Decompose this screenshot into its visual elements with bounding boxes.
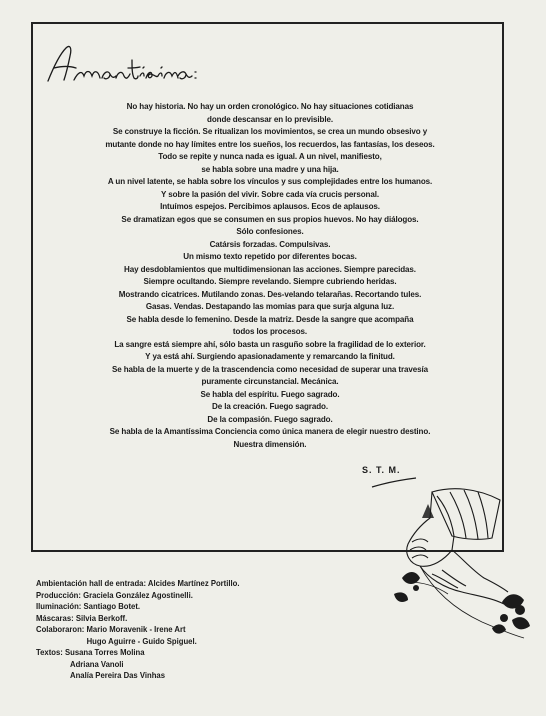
credit-value: Hugo Aguirre - Guido Spiguel. — [86, 635, 197, 646]
poem-line: De la creación. Fuego sagrado. — [212, 401, 328, 411]
credit-row — [36, 613, 240, 625]
poem-line: Un mismo texto repetido por diferentes bocas. — [183, 251, 357, 261]
hand-with-flowers-illustration — [392, 478, 537, 648]
poem-line: No hay historia. No hay un orden cronológico. No hay situaciones cotidianas — [126, 101, 414, 111]
credit-row — [36, 578, 240, 590]
handwritten-title-amantisima — [40, 36, 200, 96]
poem-line: A un nivel latente, se habla sobre los vínculos y sus complejidades entre los humanos. — [107, 176, 433, 186]
credit-label: Iluminación: — [36, 601, 82, 611]
credit-row — [36, 590, 240, 602]
poem-line: Catársis forzadas. Compulsivas. — [209, 238, 331, 249]
credit-value: Analía Pereira Das Vinhas — [70, 670, 165, 680]
poem-line: Todo se repite y nunca nada es igual. A un nivel, manifiesto, — [158, 151, 382, 161]
credit-row — [36, 624, 240, 636]
poem-line: Se habla de la muerte y de la trascendencia como necesidad de superar una travesía — [111, 363, 429, 374]
credit-value: Susana Torres Molina — [62, 647, 145, 657]
poem-line: puramente circunstancial. Mecánica. — [201, 376, 339, 386]
title-lettering — [0, 0, 1, 1]
poem-line: se habla sobre una madre y una hija. — [201, 163, 339, 174]
poem-line: Sólo confesiones. — [236, 226, 304, 236]
poem-line: Se construye la ficción. Se ritualizan los movimientos, se crea un mundo obsesivo y — [112, 126, 428, 136]
credit-value: Alcides Martínez Portillo. — [146, 578, 240, 588]
credit-row — [36, 601, 240, 613]
poem-line: De la compasión. Fuego sagrado. — [207, 413, 333, 424]
poem-line: Mostrando cicatrices. Mutilando zonas. Des-velando telarañas. Recortando tules. — [118, 288, 422, 299]
poem-line: Se habla de la Amantíssima Conciencia como única manera de elegir nuestro destino. — [109, 426, 431, 436]
poem-line: mutante donde no hay límites entre los sueños, los recuerdos, las fantasías, los deseos. — [105, 138, 435, 149]
poem-line: Siempre ocultando. Siempre revelando. Siempre cubriendo heridas. — [143, 276, 397, 286]
credit-value: Santiago Botet. — [81, 601, 141, 611]
credit-label: Colaboraron: — [36, 624, 85, 634]
poem-line: Y ya está ahí. Surgiendo apasionadamente y remarcando la finitud. — [145, 351, 395, 361]
credit-row — [36, 636, 240, 648]
credits-list — [36, 578, 240, 682]
poem-text — [68, 100, 471, 450]
credit-row — [36, 670, 240, 682]
credit-value: Adriana Vanoli — [70, 658, 124, 669]
credit-value: Graciela González Agostinelli. — [80, 589, 193, 600]
poem-line: Gasas. Vendas. Destapando las momias para que surja alguna luz. — [145, 301, 395, 311]
poem-line: Se habla desde lo femenino. Desde la matriz. Desde la sangre que acompaña — [126, 313, 414, 324]
poem-line: Y sobre la pasión del vivir. Sobre cada vía crucis personal. — [161, 188, 379, 199]
credit-label: Máscaras: — [36, 612, 74, 623]
credit-value: Mario Moravenik - Irene Art — [84, 624, 186, 634]
credit-value: Silvia Berkoff. — [73, 612, 128, 623]
poem-line: donde descansar en lo previsible. — [207, 113, 333, 124]
credit-label: Textos: — [36, 647, 63, 657]
poem-line: Nuestra dimensión. — [233, 438, 307, 449]
poem-line: La sangre está siempre ahí, sólo basta un rasguño sobre la fragilidad de lo exterior. — [114, 338, 426, 349]
poem-line: Se habla del espíritu. Fuego sagrado. — [200, 388, 340, 399]
credit-row — [36, 647, 240, 659]
credit-row — [36, 659, 240, 671]
poem-line: Se dramatizan egos que se consumen en sus propios huevos. No hay diálogos. — [121, 213, 419, 224]
credit-label: Producción: — [36, 589, 81, 600]
credit-label: Ambientación hall de entrada: — [36, 578, 147, 588]
poem-line: todos los procesos. — [232, 326, 308, 336]
poem-line: Hay desdoblamientos que multidimensionan las acciones. Siempre parecidas. — [124, 263, 416, 274]
author-initials: S. T. M. — [362, 465, 401, 475]
poem-line: Intuímos espejos. Percibimos aplausos. Ecos de aplausos. — [160, 201, 380, 211]
